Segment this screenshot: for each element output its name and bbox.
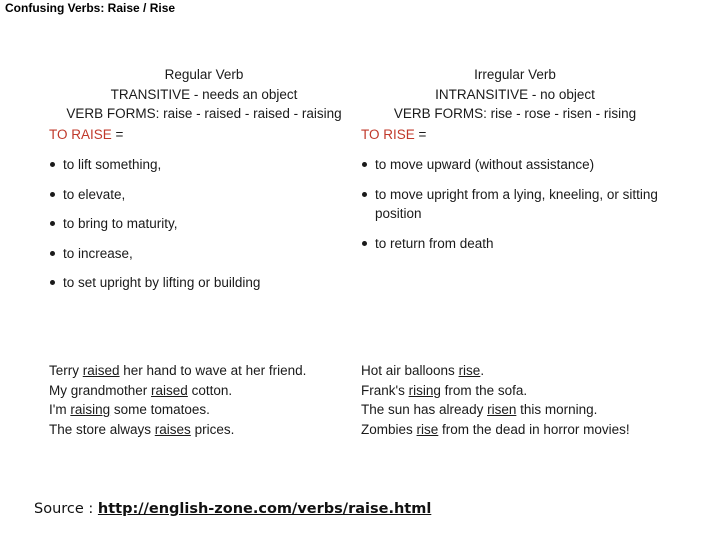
example-sentence — [49, 400, 306, 420]
verb-highlight: raised — [151, 382, 188, 398]
example-sentence — [361, 381, 630, 401]
raise-definitions-list — [49, 155, 349, 303]
sentence-text: her hand to wave at her friend. — [119, 363, 307, 378]
sentence-text: My grandmother — [49, 382, 152, 398]
sentence-text: from the sofa. — [440, 382, 528, 398]
rise-header — [360, 65, 670, 124]
source-link[interactable]: http://english-zone.com/verbs/raise.html — [97, 501, 432, 517]
rise-verb-forms: VERB FORMS: rise - rose - risen - rising — [393, 106, 637, 121]
list-item: to set upright by lifting or building — [49, 273, 349, 293]
verb-highlight: raises — [154, 421, 191, 437]
verb-highlight: risen — [487, 402, 517, 417]
example-sentence — [361, 400, 630, 420]
list-item: to move upright from a lying, kneeling, or sitting position — [361, 185, 681, 224]
equals-sign: = — [111, 127, 124, 142]
raise-examples — [49, 361, 306, 439]
sentence-text: this morning. — [516, 402, 598, 417]
raise-transitivity: TRANSITIVE - needs an object — [110, 86, 298, 102]
sentence-text: Frank's — [361, 382, 409, 398]
sentence-text: cotton. — [187, 382, 233, 398]
example-sentence — [49, 361, 306, 381]
sentence-text: some tomatoes. — [110, 402, 210, 417]
sentence-text: The store always — [49, 421, 155, 437]
sentence-text: prices. — [190, 421, 235, 437]
list-item: to return from death — [361, 234, 681, 254]
sentence-text: The sun has already — [361, 402, 488, 417]
source-line — [34, 501, 431, 517]
rise-verb-type: Irregular Verb — [474, 67, 556, 82]
raise-definition-title — [49, 127, 123, 142]
example-sentence — [361, 361, 630, 381]
verb-highlight: rise — [458, 363, 481, 378]
list-item: to lift something, — [49, 155, 349, 175]
source-label: Source : — [34, 501, 98, 517]
list-item: to elevate, — [49, 185, 349, 205]
rise-definition-title — [361, 127, 426, 142]
example-sentence — [361, 420, 630, 440]
sentence-text: I'm — [49, 402, 71, 417]
raise-verb-forms: VERB FORMS: raise - raised - raised - raising — [66, 106, 342, 121]
sentence-text: . — [480, 363, 485, 378]
sentence-text: Terry — [49, 363, 83, 378]
verb-highlight: raising — [70, 402, 111, 417]
rise-definitions-list — [361, 155, 681, 263]
verb-highlight: rise — [416, 421, 439, 437]
list-item: to bring to maturity, — [49, 214, 349, 234]
list-item: to move upward (without assistance) — [361, 155, 681, 175]
sentence-text: Zombies — [361, 421, 417, 437]
rise-transitivity: INTRANSITIVE - no object — [435, 86, 595, 102]
sentence-text: from the dead in horror movies! — [438, 421, 630, 437]
raise-term: TO RAISE — [49, 127, 112, 142]
verb-highlight: rising — [408, 382, 441, 398]
sentence-text: Hot air balloons — [361, 363, 459, 378]
verb-highlight: raised — [82, 363, 120, 378]
example-sentence — [49, 381, 306, 401]
rise-examples — [361, 361, 630, 439]
raise-verb-type: Regular Verb — [164, 67, 244, 82]
raise-header — [49, 65, 359, 124]
example-sentence — [49, 420, 306, 440]
list-item: to increase, — [49, 244, 349, 264]
equals-sign: = — [414, 127, 427, 142]
page-title: Confusing Verbs: Raise / Rise — [5, 1, 176, 15]
rise-term: TO RISE — [361, 127, 415, 142]
